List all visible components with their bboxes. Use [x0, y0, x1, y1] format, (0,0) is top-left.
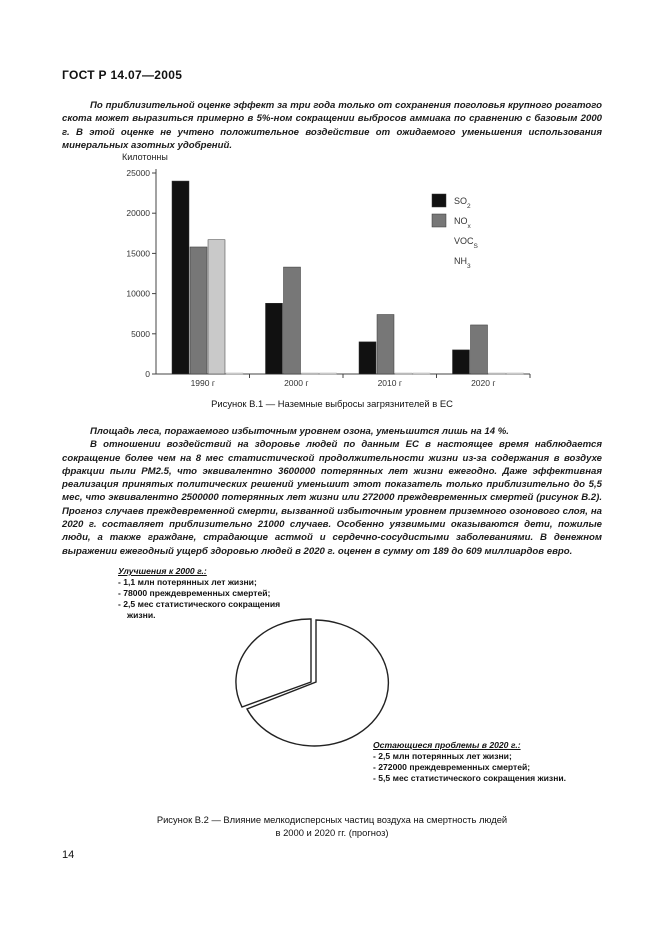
bar-vocs-0 [208, 240, 225, 374]
bar-nh3-2 [413, 373, 430, 374]
bar-nox-0 [190, 247, 207, 374]
improvement-item: - 1,1 млн потерянных лет жизни; [118, 577, 257, 587]
bar-so2-0 [172, 181, 189, 374]
bar-so2-1 [266, 303, 283, 374]
bar-nh3-0 [226, 373, 243, 374]
remaining-item: - 272000 преждевременных смертей; [373, 762, 531, 772]
intro-paragraph [62, 99, 602, 152]
y-tick-label: 25000 [126, 168, 150, 178]
health-paragraph: В отношении воздействий на здоровье людей по данным ЕС в настоящее время наблюдается сокращение более чем на 8 мес статистической продолжительности жизни из-за содержания в воздухе фракции пыли PM2.5, что эквивалентно 3600000 потерянных лет жизни ежегодно. Даже эффективная реализация принятых политических решений уменьшит этот показатель только приблизительно до 5,5 мес, что эквивалентно 2500000 потерянных лет жизни или 272000 преждевременных смертей (рисунок В.2). Прогноз случаев преждевременной смерти, вызванной избыточным уровнем приземного озонового слоя, на 2020 г. составляет приблизительно 21000 случаев. Особенно уязвимыми оказываются дети, пожилые люди, а также граждане, страдающие астмой и сердечно-сосудистыми заболеваниями. В денежном выражении ежегодный ущерб здоровью людей в 2020 г. оценен в сумму от 189 до 609 миллиардов евро. [62, 439, 602, 557]
bar-nox-1 [284, 267, 301, 374]
bar-so2-2 [359, 342, 376, 374]
bar-so2-3 [453, 350, 470, 374]
y-tick-label: 0 [145, 369, 150, 379]
y-tick-label: 5000 [131, 328, 150, 339]
remaining-item: - 5,5 мес статистического сокращения жизни. [373, 773, 567, 783]
legend-label-nh3: $NH_3$ [454, 256, 471, 270]
legend-label-so2: $SO_2$ [454, 196, 471, 210]
bar-nh3-1 [320, 373, 337, 374]
legend-label-vocs: $VOC_S$ [454, 236, 478, 250]
improvement-item: - 2,5 мес статистического сокращения жизни. [118, 599, 281, 620]
remaining-title: Остающиеся проблемы в 2020 г.: [373, 740, 521, 750]
remaining-item: - 2,5 млн потерянных лет жизни; [373, 751, 512, 761]
body-text [62, 425, 602, 558]
bar-nox-2 [377, 315, 394, 374]
improvement-title: Улучшения к 2000 г.: [118, 566, 207, 576]
emissions-bar-chart [100, 148, 540, 393]
bar-nox-3 [471, 325, 488, 374]
legend-swatch-so2 [432, 194, 446, 207]
figure1-caption: Рисунок В.1 — Наземные выбросы загрязнителей в ЕС [211, 398, 453, 409]
x-tick-label: 1990 г [190, 378, 215, 388]
page-number: 14 [62, 849, 75, 861]
legend-label-nox: $NO_x$ [454, 216, 471, 230]
y-tick-label: 10000 [126, 288, 150, 299]
figure2-caption-line2: в 2000 и 2020 гг. (прогноз) [275, 826, 389, 838]
y-tick-label: 15000 [126, 248, 150, 259]
figure2-caption-line1: Рисунок В.2 — Влияние мелкодисперсных частиц воздуха на смертность людей [156, 814, 508, 825]
document-code: ГОСТ Р 14.07—2005 [62, 68, 183, 82]
x-tick-label: 2000 г [284, 378, 309, 388]
x-tick-label: 2010 г [377, 378, 402, 388]
remaining-note [373, 740, 573, 784]
bar-vocs-1 [302, 373, 319, 374]
bar-vocs-3 [489, 373, 506, 374]
bar-nh3-3 [507, 373, 524, 374]
y-axis-label: Килотонны [122, 152, 168, 162]
figure2-caption [62, 814, 602, 839]
ozone-forest-paragraph: Площадь леса, поражаемого избыточным уровнем озона, уменьшится лишь на 14 %. [90, 426, 509, 437]
intro-paragraph-text: По приблизительной оценке эффект за три года только от сохранения поголовья крупного рогатого скота может выразиться примерно в 5%-ном сокращении выбросов аммиака по сравнению с базовым 2000 г. В этой оценке не учтено положительное воздействие от ожидаемого уменьшения использования минеральных азотных удобрений. [62, 100, 602, 151]
x-tick-label: 2020 г [471, 378, 496, 388]
legend-swatch-nox [432, 214, 446, 227]
improvement-item: - 78000 преждевременных смертей; [118, 588, 271, 598]
y-tick-label: 20000 [126, 208, 150, 219]
bar-vocs-2 [395, 373, 412, 374]
